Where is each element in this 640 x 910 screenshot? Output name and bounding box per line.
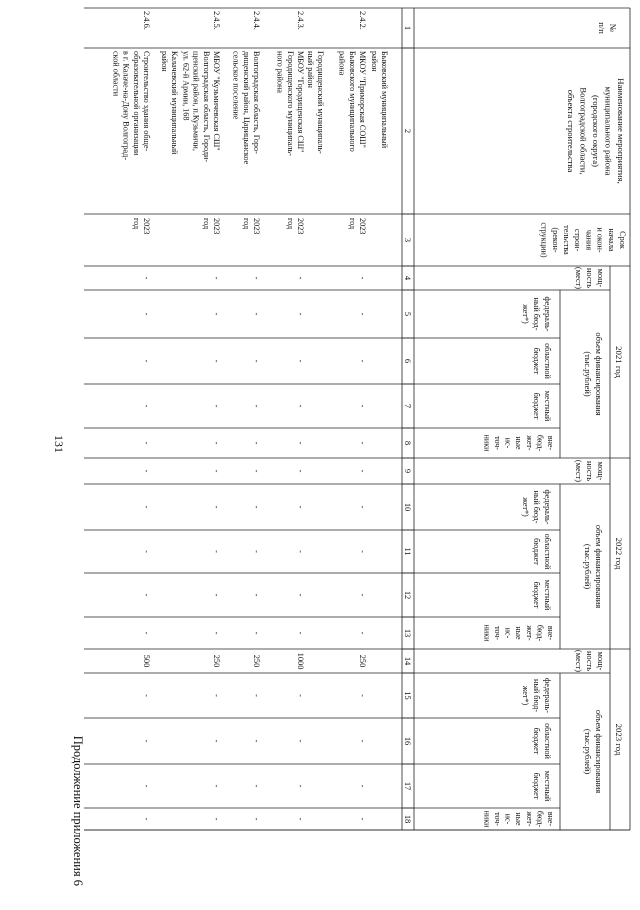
row-value: - xyxy=(212,739,221,743)
row-number: 2.4.6. xyxy=(142,11,151,30)
table-row xyxy=(111,11,151,821)
row-name: ской области xyxy=(111,51,121,97)
table-body xyxy=(111,11,389,821)
row-value: - xyxy=(212,550,221,553)
row-value: - xyxy=(142,784,151,788)
row-value: - xyxy=(296,404,305,408)
header-extrabudget: ники xyxy=(482,624,492,642)
column-number: 4 xyxy=(403,275,412,281)
table-row xyxy=(276,11,305,821)
header-financing: (тыс.рублей) xyxy=(583,728,592,775)
row-value: - xyxy=(252,593,261,597)
row-name: Волгоградская область, Горо- xyxy=(252,51,261,154)
row-value: - xyxy=(252,550,261,553)
row-value: - xyxy=(296,505,305,509)
row-value: - xyxy=(142,631,151,635)
column-number: 14 xyxy=(403,656,412,666)
row-value: - xyxy=(252,631,261,635)
row-term: 2023 xyxy=(358,218,367,235)
row-value: - xyxy=(296,550,305,553)
header-federal: жет*) xyxy=(521,497,530,517)
header-term: Срок xyxy=(618,231,627,249)
row-value: - xyxy=(252,441,261,445)
row-value: - xyxy=(358,276,367,280)
page-number: 131 xyxy=(52,435,66,453)
header-regional: бюджет xyxy=(532,347,541,375)
row-value: - xyxy=(296,276,305,280)
row-value: - xyxy=(296,784,305,788)
row-value: - xyxy=(212,469,221,473)
header-regional: областной xyxy=(543,343,552,379)
row-value: - xyxy=(252,469,261,473)
header-local: местный xyxy=(543,579,552,611)
row-value: - xyxy=(142,505,151,509)
header-regional: областной xyxy=(543,533,552,570)
row-value: - xyxy=(252,276,261,280)
row-value: - xyxy=(212,784,221,788)
column-number: 17 xyxy=(403,781,412,791)
header-federal: ный бюд- xyxy=(532,678,541,713)
header-extrabudget: точ- xyxy=(493,626,502,640)
row-number: 2.4.2. xyxy=(358,11,367,30)
column-number: 9 xyxy=(403,468,412,474)
column-number: 7 xyxy=(403,403,412,409)
row-name: сельское поселение xyxy=(231,51,241,120)
header-name: муниципального района xyxy=(603,86,614,176)
column-number: 11 xyxy=(403,547,412,556)
row-value: - xyxy=(296,694,305,697)
header-extrabudget: бюд- xyxy=(535,434,545,452)
table-row xyxy=(181,11,221,821)
row-value: - xyxy=(358,739,367,743)
column-number: 15 xyxy=(403,691,412,700)
header-name: (городского округа) xyxy=(591,95,601,167)
row-value: - xyxy=(142,276,151,280)
row-name: район xyxy=(369,51,379,72)
column-number: 3 xyxy=(403,237,412,243)
row-value: - xyxy=(212,359,221,363)
row-name: ный район xyxy=(305,51,315,88)
row-number: 2.4.4. xyxy=(252,11,261,30)
header-local: бюджет xyxy=(532,772,541,800)
header-term: начала xyxy=(606,228,616,252)
row-value: - xyxy=(296,359,305,363)
column-number: 2 xyxy=(403,128,412,134)
row-name: район xyxy=(159,51,169,72)
row-name: образовательной организации xyxy=(131,51,141,156)
row-name: ного района xyxy=(275,51,285,93)
row-value: - xyxy=(212,441,221,445)
header-financing: (тыс.рублей) xyxy=(583,543,592,590)
row-name: Строительство здания обще- xyxy=(142,51,151,152)
header-year: 2023 год xyxy=(614,723,624,756)
header-extrabudget: ники xyxy=(482,810,492,828)
row-name: МБОУ "Кузьмичевская СШ" xyxy=(212,51,221,151)
row-name: Городищенского муниципаль- xyxy=(285,51,295,156)
row-value: - xyxy=(358,469,367,473)
header-regional: бюджет xyxy=(532,727,541,755)
row-value: - xyxy=(212,593,221,597)
continuation-title: Продолжение приложения 6 xyxy=(71,735,85,886)
row-value: - xyxy=(296,593,305,597)
header-term: и окон- xyxy=(595,227,605,253)
row-value: - xyxy=(296,441,305,445)
header-extrabudget: вне- xyxy=(546,625,555,641)
row-value: 250 xyxy=(358,654,367,668)
header-financing: объем финансирования xyxy=(594,332,603,416)
table-row xyxy=(338,11,367,821)
header-local: местный xyxy=(543,390,552,422)
header-federal: ный бюд- xyxy=(532,297,541,331)
row-value: - xyxy=(142,441,151,445)
row-value: 250 xyxy=(252,654,261,668)
row-term: 2023 xyxy=(212,218,221,235)
header-financing: объем финансирования xyxy=(594,524,603,609)
row-value: - xyxy=(142,550,151,553)
header-capacity: (мест) xyxy=(574,649,583,673)
header-capacity: ность xyxy=(585,650,594,672)
header-num: № xyxy=(608,23,618,33)
row-value: - xyxy=(142,359,151,363)
column-number: 18 xyxy=(403,814,412,824)
row-value: - xyxy=(358,550,367,553)
table-row xyxy=(160,51,179,155)
header-extrabudget: ные xyxy=(514,812,524,826)
header-extrabudget: жет- xyxy=(524,811,534,827)
row-value: - xyxy=(296,631,305,635)
row-value: - xyxy=(212,312,221,316)
row-value: - xyxy=(212,694,221,697)
row-value: - xyxy=(142,469,151,473)
header-extrabudget: ис- xyxy=(503,437,513,449)
header-extrabudget: точ- xyxy=(493,436,502,450)
row-name: МБОУ "Городищенская СШ" xyxy=(296,51,305,153)
header-extrabudget: ные xyxy=(514,626,524,640)
row-value: - xyxy=(252,694,261,697)
header-federal: федераль- xyxy=(543,489,552,525)
header-term: (рекон- xyxy=(550,227,560,253)
row-value: - xyxy=(252,505,261,509)
header-regional: областной xyxy=(543,723,552,759)
row-value: - xyxy=(212,276,221,280)
row-name: Быковского муниципального xyxy=(347,51,357,152)
header-extrabudget: точ- xyxy=(493,812,502,826)
header-extrabudget: жет- xyxy=(524,435,534,451)
row-value: - xyxy=(142,593,151,597)
row-name: в г. Калаче-на-Дону Волгоград- xyxy=(121,51,131,161)
table-row xyxy=(232,11,261,821)
header-extrabudget: ники xyxy=(482,434,492,452)
row-value: - xyxy=(212,505,221,509)
header-local: местный xyxy=(543,770,552,802)
header-capacity: мощ- xyxy=(596,461,605,481)
row-value: - xyxy=(212,404,221,408)
row-value: - xyxy=(358,784,367,788)
header-local: бюджет xyxy=(532,392,541,420)
header-capacity: (мест) xyxy=(574,266,583,290)
table-row xyxy=(306,51,325,154)
header-federal: жет*) xyxy=(521,685,530,706)
row-value: - xyxy=(358,817,367,821)
header-federal: жет*) xyxy=(521,304,530,324)
header-term: строи- xyxy=(573,228,583,252)
header-year: 2021 год xyxy=(614,346,624,378)
row-value: - xyxy=(252,817,261,821)
row-name: Быковский муниципальный xyxy=(380,51,389,149)
row-name: щенский район, п.Кузьмичи, xyxy=(191,51,201,151)
row-name: МКОУ "Приморская СОШ" xyxy=(358,51,367,148)
row-name: дищенский район, Царицынское xyxy=(241,51,251,165)
header-capacity: мощ- xyxy=(596,268,605,288)
row-value: 1000 xyxy=(296,652,305,670)
header-name: объекта строительства xyxy=(566,89,576,173)
row-term: год xyxy=(241,218,251,230)
row-value: - xyxy=(358,312,367,316)
row-term: 2023 xyxy=(142,218,151,235)
header-extrabudget: ис- xyxy=(503,627,513,639)
header-name: Волгоградской области, xyxy=(578,87,589,175)
header-term: тельства xyxy=(562,225,571,255)
row-name: района xyxy=(337,51,347,76)
row-name: Волгоградская область, Городи- xyxy=(201,51,211,163)
row-value: - xyxy=(296,817,305,821)
row-value: - xyxy=(142,312,151,316)
row-value: - xyxy=(142,404,151,408)
header-federal: федераль- xyxy=(543,678,552,713)
row-value: - xyxy=(142,739,151,743)
header-capacity: (мест) xyxy=(574,459,583,483)
column-number: 1 xyxy=(403,25,412,31)
row-term: год xyxy=(347,218,357,230)
header-financing: объем финансирования xyxy=(594,709,603,794)
column-number: 16 xyxy=(403,736,412,746)
row-value: 250 xyxy=(212,654,221,668)
table-header xyxy=(403,22,627,828)
row-term: год xyxy=(285,218,295,230)
row-value: - xyxy=(296,739,305,743)
header-federal: федераль- xyxy=(543,296,552,332)
header-local: бюджет xyxy=(532,581,541,609)
header-financing: (тыс.рублей) xyxy=(583,351,592,397)
header-extrabudget: ис- xyxy=(503,813,513,825)
column-number: 13 xyxy=(403,628,412,638)
row-value: - xyxy=(358,694,367,697)
row-term: 2023 xyxy=(252,218,261,235)
header-regional: бюджет xyxy=(532,538,541,565)
header-extrabudget: ные xyxy=(514,436,524,450)
header-term: струкции) xyxy=(539,222,549,258)
header-federal: ный бюд- xyxy=(532,490,541,524)
column-number: 12 xyxy=(403,590,412,600)
column-number: 10 xyxy=(403,502,412,512)
row-value: - xyxy=(358,505,367,509)
row-name: ул. 62-й Армии, 168 xyxy=(181,51,191,121)
row-value: - xyxy=(252,312,261,316)
row-value: - xyxy=(252,784,261,788)
row-term: год xyxy=(131,218,141,230)
row-term: 2023 xyxy=(296,218,305,235)
header-extrabudget: бюд- xyxy=(535,810,545,828)
row-value: - xyxy=(358,441,367,445)
row-value: - xyxy=(142,694,151,697)
table-row xyxy=(370,51,389,149)
header-capacity: ность xyxy=(585,267,594,289)
row-value: - xyxy=(358,631,367,635)
row-value: - xyxy=(252,404,261,408)
row-name: Городищенский муниципаль- xyxy=(316,51,325,154)
header-extrabudget: бюд- xyxy=(535,624,545,642)
header-year: 2022 год xyxy=(614,537,624,570)
row-number: 2.4.3. xyxy=(296,11,305,30)
header-capacity: мощ- xyxy=(596,651,605,671)
column-number: 6 xyxy=(403,358,412,364)
header-capacity: ность xyxy=(585,460,594,482)
header-name: Наименование мероприятия, xyxy=(616,78,626,184)
header-term: чания xyxy=(584,229,594,251)
column-number: 8 xyxy=(403,440,412,446)
row-name: Калачевский муниципальный xyxy=(170,51,179,155)
row-value: - xyxy=(212,817,221,821)
header-extrabudget: вне- xyxy=(546,435,555,451)
row-value: - xyxy=(296,469,305,473)
row-value: 500 xyxy=(142,654,151,668)
row-value: - xyxy=(142,817,151,821)
row-value: - xyxy=(358,404,367,408)
row-term: год xyxy=(201,218,211,230)
row-number: 2.4.5. xyxy=(212,11,221,30)
column-number: 5 xyxy=(403,311,412,317)
row-value: - xyxy=(358,593,367,597)
row-value: - xyxy=(252,359,261,363)
row-value: - xyxy=(212,631,221,635)
row-value: - xyxy=(252,739,261,743)
header-extrabudget: жет- xyxy=(524,625,534,641)
header-num: п/п xyxy=(597,22,607,34)
row-value: - xyxy=(296,312,305,316)
header-extrabudget: вне- xyxy=(546,811,555,827)
row-value: - xyxy=(358,359,367,363)
